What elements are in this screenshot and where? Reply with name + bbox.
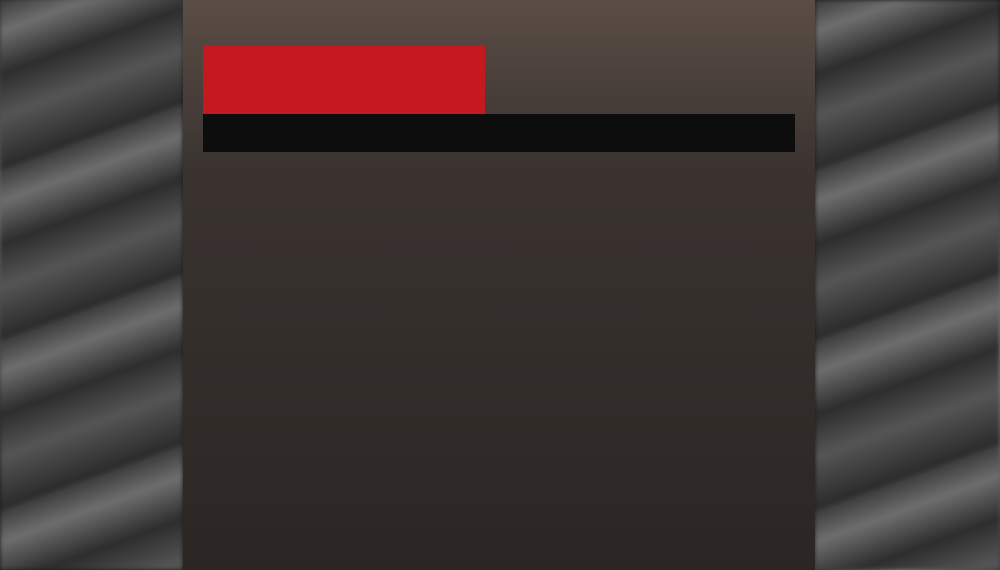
page-title [203, 46, 485, 114]
seksyen-header [485, 114, 795, 152]
table-subtitle [203, 114, 485, 152]
background-right [815, 0, 1000, 570]
background-left [0, 0, 183, 570]
infographic-card [183, 0, 815, 570]
social-footer [183, 544, 815, 570]
